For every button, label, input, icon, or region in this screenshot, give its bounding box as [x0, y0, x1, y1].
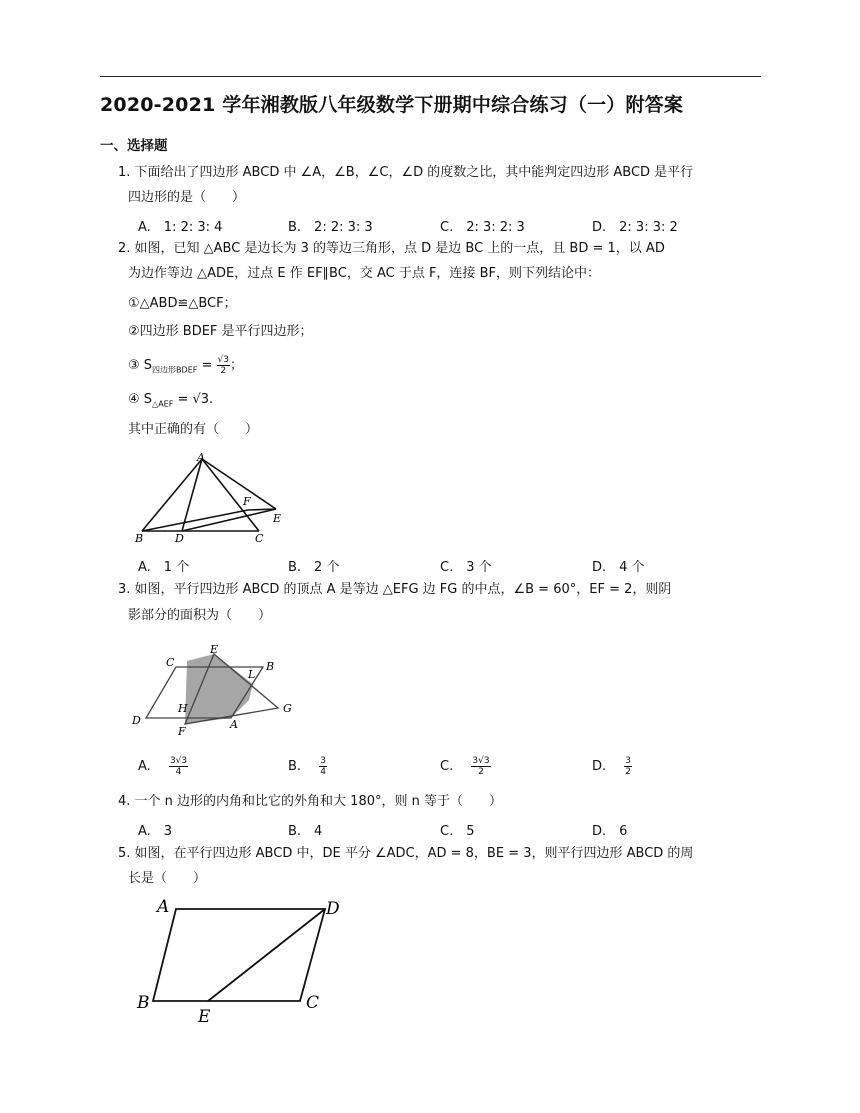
- section-heading: 一、选择题: [100, 138, 168, 154]
- q4-option-a[interactable]: A. 3: [138, 824, 173, 839]
- q2-label-f: F: [243, 495, 251, 508]
- q3-label-h: H: [178, 702, 188, 715]
- q2-statement-1: ①△ABD≌△BCF；: [128, 296, 237, 311]
- q3-line1: 3. 如图，平行四边形 ABCD 的顶点 A 是等边 △EFG 边 FG 的中点，∠B = 60°，EF = 2，则阴: [118, 582, 672, 597]
- q5-label-b: B: [137, 993, 150, 1013]
- q2-fraction: $\frac{√3}{2}$: [217, 355, 229, 376]
- q3-label-d: D: [132, 714, 141, 727]
- q1-option-c[interactable]: C. 2: 3: 2: 3: [440, 220, 525, 235]
- q3-line2: 影部分的面积为（ ）: [128, 608, 272, 623]
- q2-label-d: D: [175, 532, 184, 545]
- q3-label-g: G: [283, 702, 292, 715]
- q2-option-c[interactable]: C. 3 个: [440, 560, 492, 575]
- page-title: 2020-2021 学年湘教版八年级数学下册期中综合练习（一）附答案: [100, 94, 684, 116]
- q2-statement-4: ④ $S_{\triangle AEF} = √3$.: [128, 392, 214, 409]
- q5-label-d: D: [326, 899, 340, 919]
- q4-option-d[interactable]: D. 6: [592, 824, 628, 839]
- q1-option-d[interactable]: D. 2: 3: 3: 2: [592, 220, 678, 235]
- q2-label-b: B: [135, 532, 144, 545]
- q3-label-l: L: [248, 668, 256, 681]
- q3-label-e: E: [210, 643, 219, 656]
- q3-label-f: F: [178, 725, 186, 736]
- q5-label-c: C: [306, 993, 320, 1013]
- q4-option-c[interactable]: C. 5: [440, 824, 475, 839]
- q3-option-a[interactable]: A. $\frac{3√3}{4}$: [138, 756, 188, 777]
- q2-line2: 为边作等边 △ADE，过点 E 作 EF∥BC，交 AC 于点 F，连接 BF，则下列结论中：: [128, 266, 600, 281]
- q3-label-a: A: [230, 718, 238, 731]
- q2-label-c: C: [255, 532, 264, 545]
- q2-line1: 2. 如图，已知 △ABC 是边长为 3 的等边三角形，点 D 是边 BC 上的一点，且 BD = 1，以 AD: [118, 241, 665, 256]
- q5-label-e: E: [198, 1007, 211, 1027]
- q2-statement-3: ③ $S_{四边形BDEF}$ = $\frac{√3}{2}$ ；: [128, 355, 244, 376]
- q5-figure: [130, 888, 360, 1028]
- q1-line1: 1. 下面给出了四边形 ABCD 中 ∠A，∠B，∠C，∠D 的度数之比，其中能判定四边形 ABCD 是平行: [118, 165, 694, 180]
- q2-option-a[interactable]: A. 1 个: [138, 560, 190, 575]
- q2-option-d[interactable]: D. 4 个: [592, 560, 645, 575]
- q4-line1: 4. 一个 n 边形的内角和比它的外角和大 180°，则 n 等于（ ）: [118, 794, 502, 809]
- q1-line2: 四边形的是（ ）: [128, 190, 246, 205]
- q2-figure: [130, 448, 300, 546]
- q2-label-a: A: [197, 451, 205, 464]
- q3-label-b: B: [266, 660, 275, 673]
- q3-option-c[interactable]: C. $\frac{3√3}{2}$: [440, 756, 490, 777]
- q3-figure: [128, 638, 303, 736]
- q5-line2: 长是（ ）: [128, 871, 207, 886]
- q2-option-b[interactable]: B. 2 个: [288, 560, 340, 575]
- q3-option-d[interactable]: D. $\frac{3}{2}$: [592, 756, 632, 777]
- top-rule: [100, 76, 761, 77]
- q3-option-b[interactable]: B. $\frac{3}{4}$: [288, 756, 326, 777]
- q2-statement-2: ②四边形 BDEF 是平行四边形；: [128, 324, 313, 339]
- q3-label-c: C: [166, 656, 175, 669]
- q1-option-a[interactable]: A. 1: 2: 3: 4: [138, 220, 223, 235]
- q1-option-b[interactable]: B. 2: 2: 3: 3: [288, 220, 373, 235]
- q2-label-e: E: [273, 512, 282, 525]
- q5-line1: 5. 如图，在平行四边形 ABCD 中，DE 平分 ∠ADC，AD = 8，BE = 3，则平行四边形 ABCD 的周: [118, 846, 694, 861]
- q2-line-end: 其中正确的有（ ）: [128, 422, 259, 437]
- q5-label-a: A: [157, 897, 170, 917]
- q4-option-b[interactable]: B. 4: [288, 824, 323, 839]
